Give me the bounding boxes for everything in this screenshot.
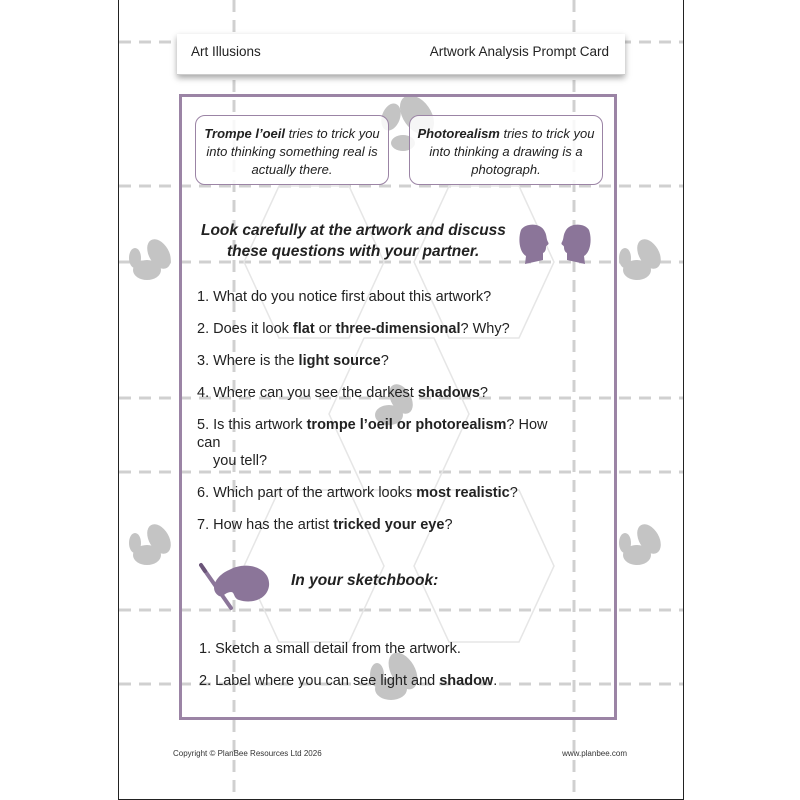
item-text: How has the artist — [213, 517, 334, 533]
item-keyword: most realistic — [416, 485, 510, 501]
sketchbook-title: In your sketchbook: — [291, 572, 439, 589]
list-item — [199, 672, 559, 690]
item-text: or — [314, 321, 336, 337]
definition-text: into thinking something real is — [206, 144, 378, 159]
definition-term: Trompe l’oeil — [204, 126, 286, 141]
definition-text: actually there. — [251, 162, 333, 177]
definition-photorealism — [409, 115, 603, 185]
footer-copyright: Copyright © PlanBee Resources Ltd 2026 — [173, 749, 322, 758]
list-item — [197, 288, 557, 306]
item-text: you tell? — [213, 453, 268, 469]
item-keyword: shadow — [439, 673, 494, 689]
item-text: Where is the — [213, 353, 299, 369]
item-number: 6. — [197, 485, 214, 501]
item-text: ? — [479, 385, 488, 401]
item-text: . — [493, 673, 498, 689]
footer-website: www.planbee.com — [562, 749, 627, 758]
item-text: ? — [444, 517, 453, 533]
item-text: What do you notice first about this artwork? — [213, 289, 492, 305]
questions-list — [197, 288, 557, 548]
prompt-line-2: these questions with your partner. — [227, 243, 480, 260]
header-subtitle: Artwork Analysis Prompt Card — [429, 44, 609, 59]
item-text: ? — [380, 353, 389, 369]
list-item — [197, 320, 557, 338]
item-number: 1. — [199, 641, 216, 657]
item-text: Sketch a small detail from the artwork. — [215, 641, 461, 657]
item-text: ? How can — [197, 417, 548, 451]
item-text: Label where you can see light and — [215, 673, 440, 689]
definition-trompe-loeil — [195, 115, 389, 185]
item-keyword: shadows — [417, 385, 480, 401]
item-keyword: trompe l’oeil or photorealism — [306, 417, 507, 433]
item-number: 2. — [197, 321, 214, 337]
item-text: Where can you see the darkest — [213, 385, 418, 401]
item-keyword: light source — [298, 353, 381, 369]
item-keyword: tricked your eye — [333, 517, 445, 533]
list-item — [197, 416, 557, 470]
header-bar — [177, 34, 625, 75]
item-number: 5. — [197, 417, 214, 433]
definition-text: tries to trick you — [499, 126, 595, 141]
definition-text: tries to trick you — [285, 126, 380, 141]
item-text: ? Why? — [460, 321, 510, 337]
discussion-prompt — [201, 220, 511, 262]
prompt-card-page — [118, 0, 684, 800]
item-keyword: flat — [292, 321, 315, 337]
item-number: 1. — [197, 289, 214, 305]
item-text: Is this artwork — [213, 417, 307, 433]
list-item — [197, 516, 557, 534]
item-number: 3. — [197, 353, 214, 369]
item-text: Does it look — [213, 321, 293, 337]
item-text: ? — [509, 485, 518, 501]
item-number: 2. — [199, 673, 216, 689]
header-title: Art Illusions — [191, 44, 261, 59]
list-item — [199, 640, 559, 658]
two-heads-icon — [515, 222, 595, 266]
item-number: 4. — [197, 385, 214, 401]
sketchbook-list — [199, 640, 559, 704]
list-item — [197, 352, 557, 370]
definition-text: photograph. — [471, 162, 541, 177]
prompt-line-1: Look carefully at the artwork and discuss — [201, 222, 506, 239]
item-number: 7. — [197, 517, 214, 533]
list-item — [197, 484, 557, 502]
palette-icon — [199, 560, 273, 612]
list-item — [197, 384, 557, 402]
item-keyword: three-dimensional — [335, 321, 461, 337]
definition-term: Photorealism — [417, 126, 500, 141]
definition-text: into thinking a drawing is a — [429, 144, 583, 159]
item-text: Which part of the artwork looks — [213, 485, 417, 501]
